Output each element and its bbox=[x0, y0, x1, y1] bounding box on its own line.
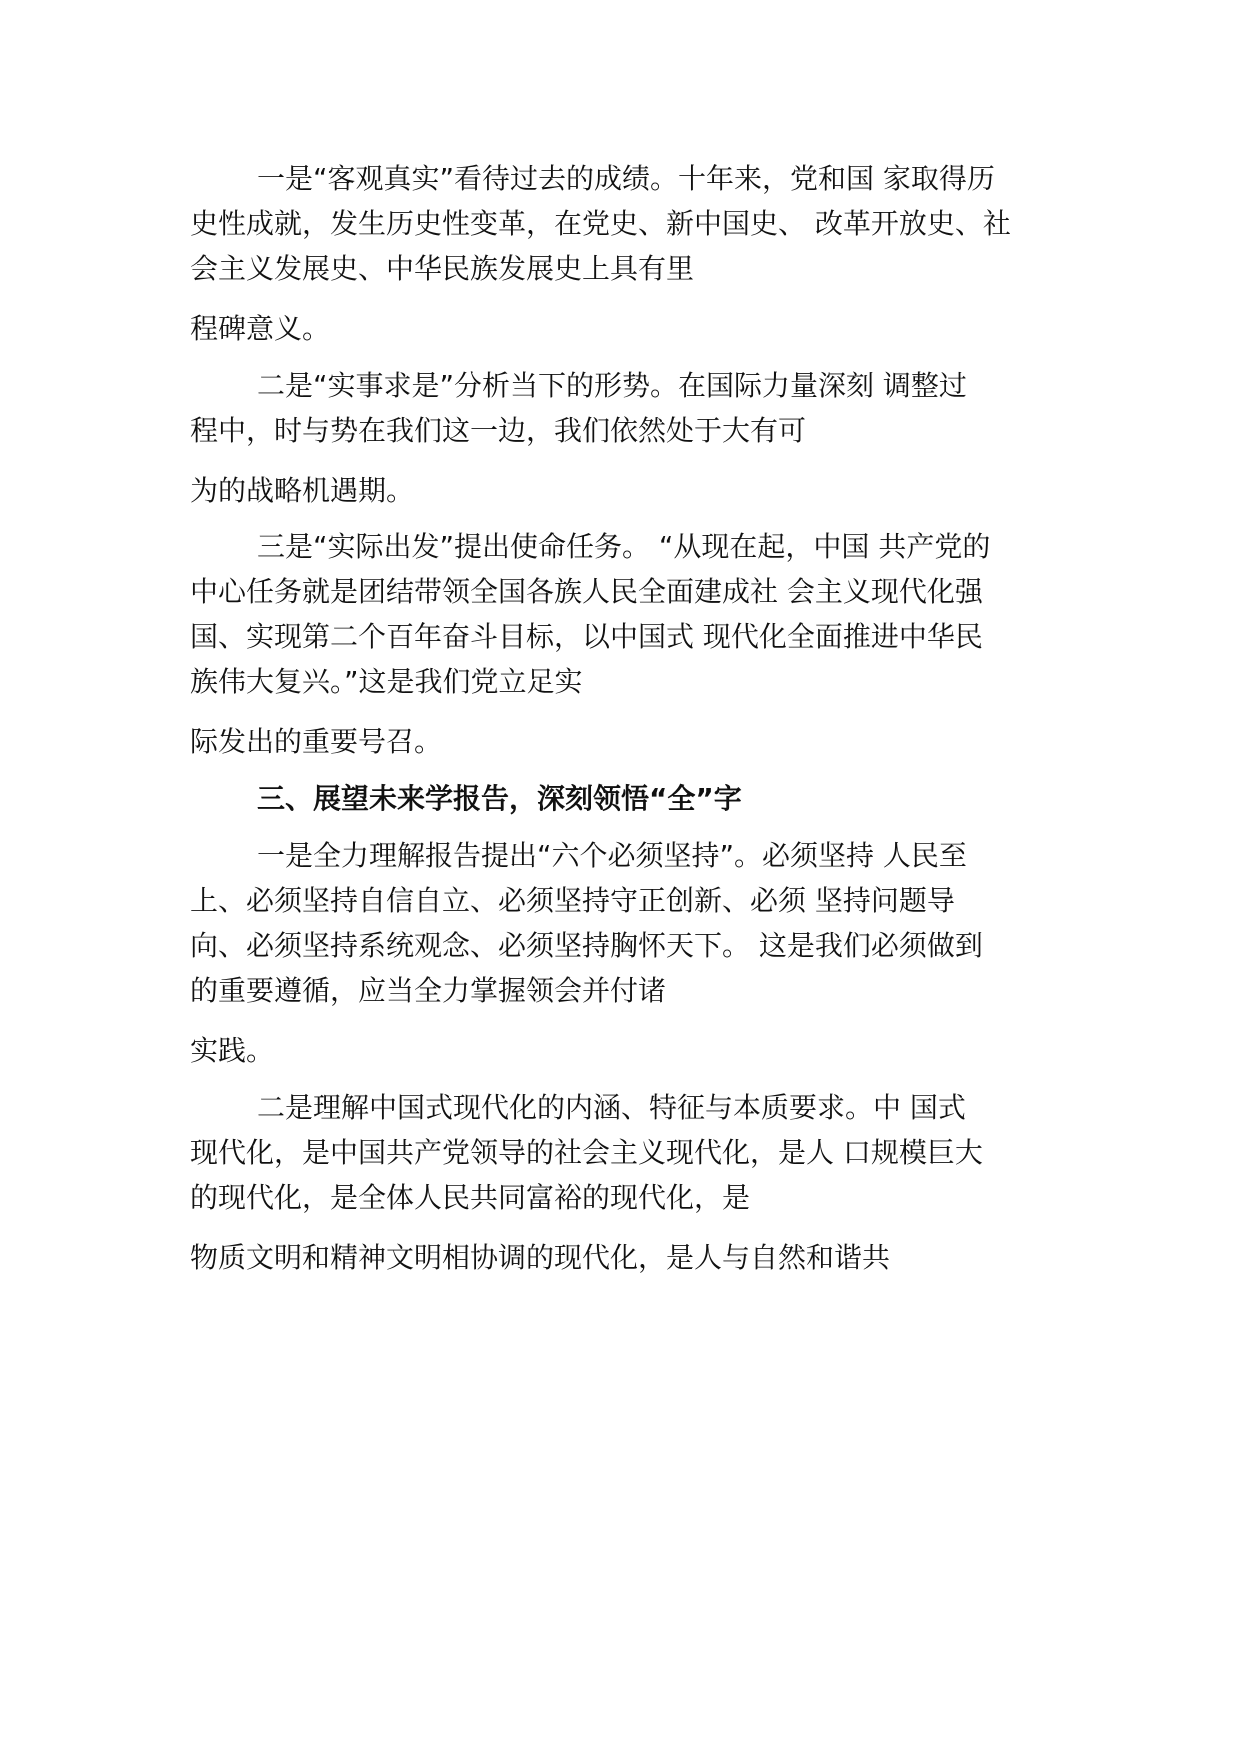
paragraph-3-line-4: 族伟大复兴。”这是我们党立足实 bbox=[190, 665, 583, 698]
paragraph-5-line-3: 的现代化，是全体人民共同富裕的现代化，是 bbox=[190, 1181, 751, 1214]
paragraph-5-line-1: 二是理解中国式现代化的内涵、特征与本质要求。中 国式 bbox=[257, 1091, 966, 1124]
paragraph-4-line-5: 实践。 bbox=[190, 1034, 275, 1067]
paragraph-3-line-1: 三是“实际出发”提出使命任务。 “从现在起，中国 共产党的 bbox=[257, 530, 991, 563]
paragraph-3-line-5: 际发出的重要号召。 bbox=[190, 725, 443, 758]
paragraph-1-line-4: 程碑意义。 bbox=[190, 312, 331, 345]
paragraph-5-line-2: 现代化，是中国共产党领导的社会主义现代化，是人 口规模巨大 bbox=[190, 1136, 983, 1169]
paragraph-3-line-2: 中心任务就是团结带领全国各族人民全面建成社 会主义现代化强 bbox=[190, 575, 983, 608]
paragraph-1-line-2: 史性成就，发生历史性变革，在党史、新中国史、 改革开放史、社 bbox=[190, 207, 1011, 240]
paragraph-4-line-2: 上、必须坚持自信自立、必须坚持守正创新、必须 坚持问题导 bbox=[190, 884, 955, 917]
paragraph-2-line-3: 为的战略机遇期。 bbox=[190, 474, 415, 507]
paragraph-1-line-3: 会主义发展史、中华民族发展史上具有里 bbox=[190, 252, 695, 285]
paragraph-2-line-1: 二是“实事求是”分析当下的形势。在国际力量深刻 调整过 bbox=[257, 369, 967, 402]
paragraph-5-line-4: 物质文明和精神文明相协调的现代化，是人与自然和谐共 bbox=[190, 1241, 891, 1274]
paragraph-1-line-1: 一是“客观真实”看待过去的成绩。十年来，党和国 家取得历 bbox=[257, 162, 995, 195]
paragraph-4-line-3: 向、必须坚持系统观念、必须坚持胸怀天下。 这是我们必须做到 bbox=[190, 929, 983, 962]
paragraph-3-line-3: 国、实现第二个百年奋斗目标，以中国式 现代化全面推进中华民 bbox=[190, 620, 983, 653]
section-heading-3: 三、展望未来学报告，深刻领悟“全”字 bbox=[257, 782, 742, 815]
paragraph-4-line-1: 一是全力理解报告提出“六个必须坚持”。必须坚持 人民至 bbox=[257, 839, 967, 872]
paragraph-2-line-2: 程中，时与势在我们这一边，我们依然处于大有可 bbox=[190, 414, 807, 447]
paragraph-4-line-4: 的重要遵循，应当全力掌握领会并付诸 bbox=[190, 974, 667, 1007]
